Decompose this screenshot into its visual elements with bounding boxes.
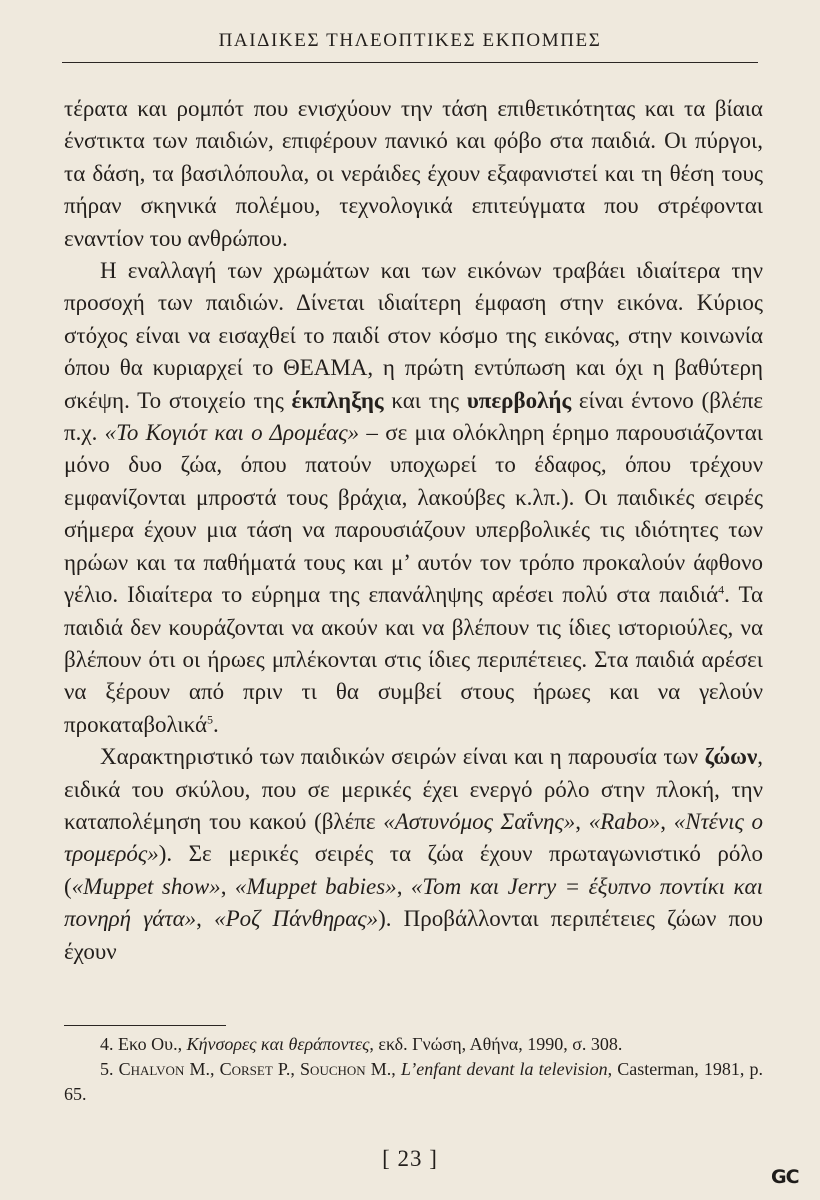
footnote-authors: Chalvon M., Corset P., Souchon M., <box>118 1059 396 1079</box>
footnote-rule <box>64 1025 226 1026</box>
footnote-ref-4[interactable]: 4 <box>718 582 725 597</box>
text-run: , ειδικά του σκύλου, που σε μερικές έχει ενεργό ρόλο στην πλοκή, την καταπολέμηση του κακού (βλέπε <box>64 744 763 834</box>
text-run: και της <box>383 387 467 413</box>
running-head-title: ΠΑΙΔΙΚΕΣ ΤΗΛΕΟΠΤΙΚΕΣ ΕΚΠΟΜΠΕΣ <box>218 30 602 51</box>
text-run: , <box>575 808 589 834</box>
title-muppet-show: «Muppet show» <box>71 873 221 899</box>
footnote-number: 4. <box>100 1034 114 1054</box>
footnote-details: , Casterman, 1981, p. 65. <box>64 1059 764 1104</box>
text-run: , <box>396 873 411 899</box>
title-roz-panthiras: «Ροζ Πάνθηρας» <box>214 906 379 932</box>
text-run: ). Σε μερικές σειρές τα ζώα έχουν πρωταγωνιστικό ρόλο ( <box>64 841 763 899</box>
footnote-5 <box>64 1057 763 1107</box>
text-run: τέρατα και ρομπότ που ενισχύουν την τάση επιθετικότητας και τα βίαια ένστικτα των παιδιών, επιφέρουν πανικό και φόβο στα παιδιά. Οι πύργοι, τα δάση, τα βασιλόπουλα, οι νεράιδες έχουν εξαφανιστεί και τη θέση τους πήραν σκηνικά πολέμου, τεχνολογικά επιτεύγματα που στρέφονται εναντίον του ανθρώπου. <box>64 96 763 251</box>
footnote-details: , εκδ. Γνώση, Αθήνα, 1990, σ. 308. <box>369 1034 623 1054</box>
bold-term-yperboli: υπερβολής <box>466 387 572 413</box>
footnotes <box>64 1032 763 1107</box>
text-run: Χαρακτηριστικό των παιδικών σειρών είναι και η παρουσία των <box>100 744 705 770</box>
text-run: , <box>660 808 674 834</box>
footnote-4 <box>64 1032 763 1057</box>
gc-logo: GC <box>771 1166 799 1188</box>
text-run: . Τα παιδιά δεν κουράζονται να ακούν και να βλέπουν τις ίδιες ιστοριούλες, να βλέπουν ότι οι ήρωες μπλέκονται στις ίδιες περιπέτειες. Στα παιδιά αρέσει να ξέρουν από πριν τι θα συμβεί στους ήρωες και να γελούν προκαταβολικά <box>64 582 763 737</box>
bold-term-ekplixi: έκπληξης <box>291 387 384 413</box>
bold-term-zoa: ζώων <box>704 744 758 770</box>
paragraph-1 <box>64 93 763 255</box>
footnote-ref-5[interactable]: 5 <box>207 712 214 727</box>
title-kogiot: «Το Κογιότ και ο Δρομέας» <box>104 420 360 446</box>
text-run: – σε μια ολόκληρη έρημο παρουσιάζονται μόνο δυο ζώα, όπου πατούν υποχωρεί το έδαφος, όπου τρέχουν εμφανίζονται μπροστά τους βράχια, λακούβες κ.λπ.). Οι παιδικές σειρές σήμερα έχουν μια τάση να παρουσιάζουν υπερβολικές τις ιδιότητες των ηρώων και τα παθήματά τους και μ’ αυτόν τον τρόπο προκαλούν άφθονο γέλιο. Ιδιαίτερα το εύρημα της επανάληψης αρέσει πολύ στα παιδιά <box>64 420 763 608</box>
main-text <box>64 93 763 968</box>
title-rabo: «Rabo» <box>588 808 661 834</box>
header-rule <box>62 62 758 63</box>
text-run: , <box>220 873 235 899</box>
title-tom-jerry: «Tom και Jerry = έξυπνο ποντίκι και πονηρή γάτα» <box>64 873 764 932</box>
footnote-author: Εκο Ου., <box>118 1034 183 1054</box>
text-run: είναι έντονο (βλέπε π.χ. <box>64 387 763 446</box>
title-muppet-babies: «Muppet babies» <box>234 873 397 899</box>
text-run: . <box>213 711 219 737</box>
page-number: [ 23 ] <box>382 1146 438 1171</box>
footnote-number: 5. <box>100 1059 114 1079</box>
paragraph-3 <box>64 741 763 968</box>
text-run: ). Προβάλλονται περιπέτειες ζώων που έχουν <box>64 906 764 964</box>
paragraph-2 <box>64 255 763 741</box>
title-astynomos: «Αστυνόμος Σαΐνης» <box>383 808 576 834</box>
text-run: , <box>196 906 215 932</box>
title-dennis: «Ντένις ο τρομερός» <box>64 808 763 867</box>
footnote-title: Κήνσορες και θεράποντες <box>186 1034 370 1054</box>
footnote-title: L’enfant devant la television <box>400 1059 608 1079</box>
text-run: Η εναλλαγή των χρωμάτων και των εικόνων τραβάει ιδιαίτερα την προσοχή των παιδιών. Δίνεται ιδιαίτερη έμφαση στην εικόνα. Κύριος στόχος είναι να εισαχθεί το παιδί στον κόσμο της εικόνας, στην κοινωνία όπου θα κυριαρχεί το ΘΕΑΜΑ, η πρώτη εντύπωση και όχι η βαθύτερη σκέψη. Το στοιχείο της <box>64 258 763 413</box>
